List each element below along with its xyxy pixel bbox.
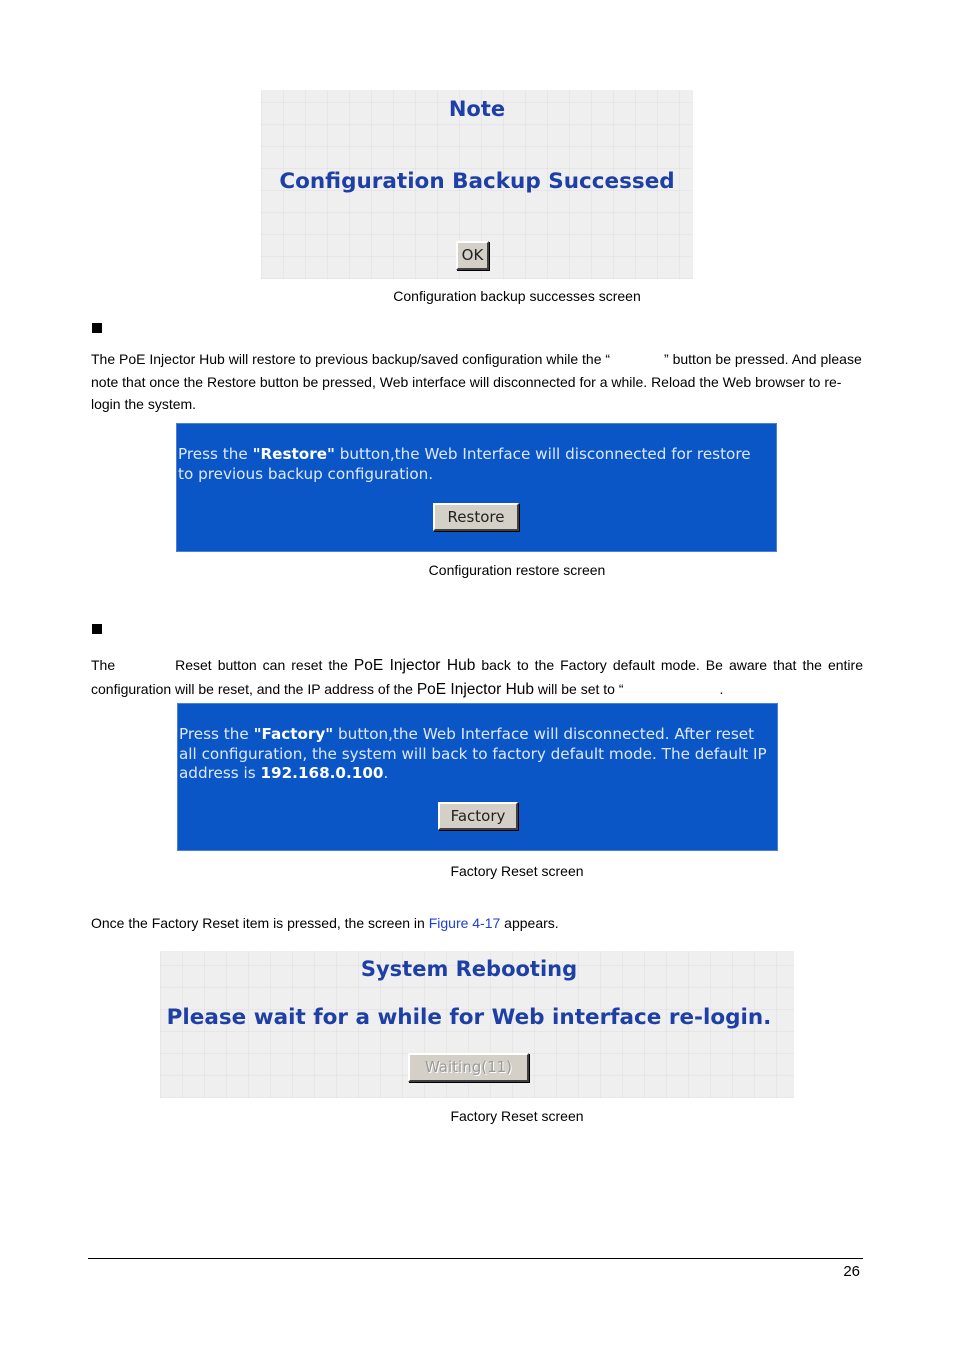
factory-screen-text: Press the "Factory" button,the Web Interface will disconnected. After reset all configuration, the system will back to factory default mode. The default IP address is 192.168.0.100. bbox=[179, 725, 767, 782]
factory-screen bbox=[177, 703, 778, 851]
restore-paragraph-b: ” button be pressed. And please note that once the Restore button be pressed, Web interface will disconnected for a while. Reload the Web browser to re-login the system. bbox=[91, 351, 862, 412]
restore-paragraph-a: The PoE Injector Hub will restore to previous backup/saved configuration while the “ bbox=[91, 351, 611, 367]
restore-caption: Configuration restore screen bbox=[428, 562, 606, 578]
reboot-screen bbox=[160, 951, 794, 1098]
figure-link[interactable]: Figure 4-17 bbox=[428, 915, 501, 931]
restore-screen-text: Press the "Restore" button,the Web Interface will disconnected for restore to previous backup configuration. bbox=[178, 445, 751, 483]
backup-success-screen bbox=[261, 90, 693, 279]
reboot-intro: Once the Factory Reset item is pressed, the screen in Figure 4-17 appears. bbox=[91, 915, 559, 931]
reboot-message: Please wait for a while for Web interface re-login. bbox=[166, 1005, 772, 1030]
reboot-title: System Rebooting bbox=[360, 957, 578, 981]
factory-caption: Factory Reset screen bbox=[450, 863, 584, 879]
backup-caption: Configuration backup successes screen bbox=[393, 288, 641, 304]
ok-button[interactable]: OK bbox=[456, 241, 489, 270]
restore-bullet bbox=[92, 323, 102, 333]
factory-button[interactable]: Factory bbox=[438, 802, 518, 830]
restore-paragraph bbox=[91, 348, 863, 416]
footer-rule bbox=[88, 1258, 863, 1259]
backup-success-message: Configuration Backup Successed bbox=[279, 169, 675, 194]
reboot-caption: Factory Reset screen bbox=[450, 1108, 584, 1124]
restore-button[interactable]: Restore bbox=[433, 503, 519, 531]
factory-paragraph: The Reset button can reset the PoE Injector Hub back to the Factory default mode. Be aware that the entire configuration will be reset, and the IP address of the PoE Injector Hub will be set to “ . bbox=[91, 657, 863, 698]
restore-screen bbox=[176, 423, 777, 552]
page-number: 26 bbox=[843, 1263, 860, 1280]
waiting-button: Waiting(11) bbox=[408, 1053, 529, 1082]
note-title: Note bbox=[448, 97, 506, 121]
factory-bullet bbox=[92, 624, 102, 634]
